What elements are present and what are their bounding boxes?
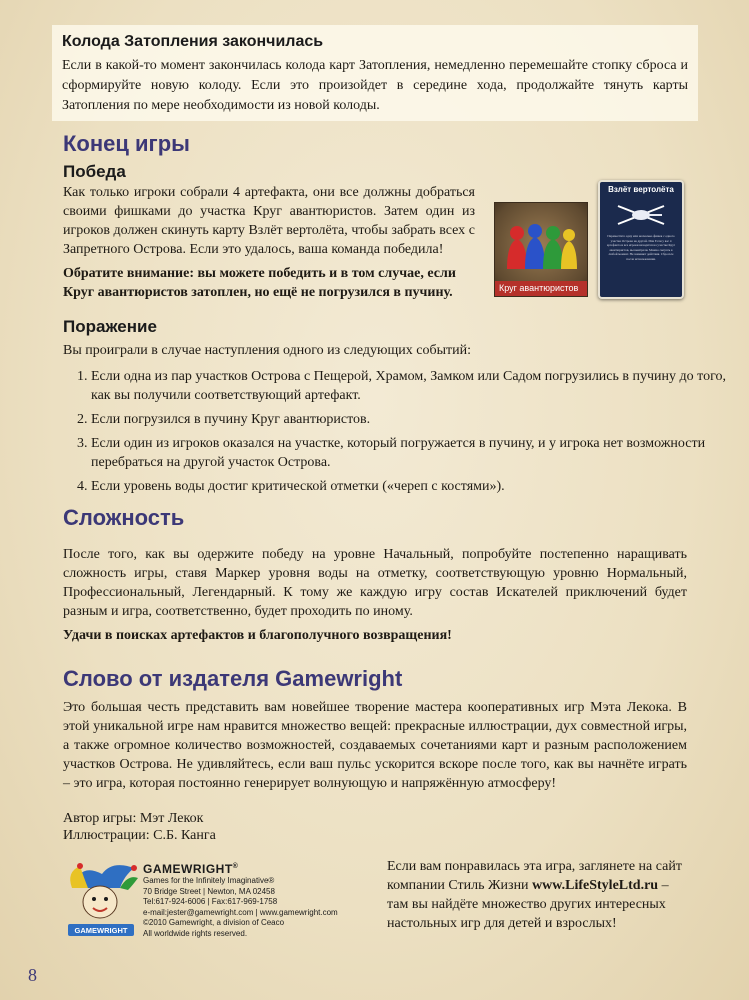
end-game-heading: Конец игры: [63, 131, 190, 156]
publisher-heading: Слово от издателя Gamewright: [63, 666, 403, 691]
flood-deck-box: [52, 25, 698, 121]
pawns-illustration: [495, 203, 587, 281]
publisher-text: Это большая честь представить вам новейшее творение мастера кооперативных игр Мэта Лекока. В этой уникальной игре нам нравится множество вещей: прекрасные иллюстрации, дух совместной игры, а также огромное количество возможностей, создаваемых сочетаниями карт и разным расположением участков Острова. Не удивляйтесь, если ваш пульс ускорится вскоре после того, как вы начнёте играть – это игра, которая постоянно генерирует волнующую и напряжённую атмосферу!: [63, 700, 687, 791]
contact-line: All worldwide rights reserved.: [143, 928, 248, 938]
card-title: Взлёт вертолёта: [608, 185, 674, 194]
contact-line: 70 Bridge Street | Newton, MA 02458: [143, 886, 275, 896]
difficulty-heading: Сложность: [63, 505, 185, 530]
difficulty-text: После того, как вы одержите победу на уровне Начальный, попробуйте постепенно наращивать сложность игры, ставя Маркер уровня воды на отметку, соответствующую уровню Нормальный, Профессиональный, Легендарный. К тому же каждую игру состав Искателей приключений будет разным и игра, соответственно, будет проходить по иному.: [63, 547, 687, 619]
lifestyle-link[interactable]: www.LifeStyleLtd.ru: [532, 878, 659, 893]
lifestyle-promo: [387, 857, 687, 933]
card-text: Переместите одну или несколько фишек с одного участка Острова на другой. Или Если у вас 4 артефакта и все игроки находятся на участке Круг авантюристов, вы выиграли. Можно сыграть в любой момент. Не заменяет действия. Сбросьте после использования.: [606, 234, 676, 261]
defeat-intro: Вы проиграли в случае наступления одного из следующих событий:: [63, 343, 471, 358]
tile-label: Круг авантюристов: [495, 281, 587, 296]
defeat-condition: 1. Если одна из пар участков Острова с Пещерой, Храмом, Замком или Садом погрузились в пучину до того, как вы получили соответствующий артефакт.: [91, 367, 731, 405]
red-pawn: [507, 226, 527, 269]
author-credit: Автор игры: Мэт Лекок: [63, 811, 204, 826]
adventurers-circle-tile-image: [494, 202, 588, 297]
victory-text: Как только игроки собрали 4 артефакта, они все должны добраться своими фишками до участка Круг авантюристов. Затем один из игроков должен скинуть карту Взлёт вертолёта, чтобы забрать всех с Запретного Острова. Если это удалось, ваша команда победила!: [63, 185, 475, 257]
defeat-heading: Поражение: [63, 317, 157, 336]
victory-heading: Победа: [63, 162, 126, 181]
page-number: 8: [28, 965, 37, 985]
promo-text-end: – там вы найдёте множество других интересных настольных игр для детей и взрослых!: [387, 878, 669, 931]
helicopter-lift-card-image: [598, 180, 684, 299]
blue-pawn: [525, 224, 545, 269]
defeat-condition: 4. Если уровень воды достиг критической отметки («череп с костями»).: [91, 477, 731, 496]
gamewright-jester-logo: [62, 858, 142, 938]
brand-mark: ®: [232, 863, 239, 870]
logo-text: GAMEWRIGHT: [74, 926, 128, 935]
defeat-condition: 3. Если один из игроков оказался на участке, который погружается в пучину, и у игрока нет возможности перебраться на другой участок Острова.: [91, 434, 731, 472]
contact-line: e-mail:jester@gamewright.com | www.gamewright.com: [143, 907, 338, 917]
contact-line: Tel:617-924-6006 | Fax:617-969-1758: [143, 897, 278, 907]
yellow-pawn: [561, 229, 577, 269]
flood-deck-text: Если в какой-то момент закончилась колода карт Затопления, немедленно перемешайте стопку сброса и сформируйте новую колоду. Если это произойдет в середине хода, продолжайте тянуть карты Затопления по мере необходимости из новой колоды.: [62, 58, 688, 113]
difficulty-wish: Удачи в поисках артефактов и благополучного возвращения!: [63, 628, 452, 643]
defeat-condition: 2. Если погрузился в пучину Круг авантюристов.: [91, 410, 731, 429]
illustrator-credit: Иллюстрации: С.Б. Канга: [63, 828, 216, 843]
contact-line: Games for the Infinitely Imaginative®: [143, 876, 275, 885]
defeat-conditions-list: [63, 367, 731, 501]
flood-deck-title: Колода Затопления закончилась: [62, 33, 324, 50]
contact-line: ©2010 Gamewright, a division of Ceaco: [143, 918, 285, 928]
publisher-contact: [143, 860, 363, 940]
promo-text: Если вам понравилась эта игра, заглянете на сайт компании Стиль Жизни: [387, 859, 682, 893]
helicopter-icon: [614, 198, 668, 232]
green-pawn: [543, 226, 563, 269]
victory-note: Обратите внимание: вы можете победить и в том случае, если Круг авантюристов затоплен, но ещё не погрузился в пучину.: [63, 266, 456, 300]
brand-name: GAMEWRIGHT®: [143, 862, 239, 876]
